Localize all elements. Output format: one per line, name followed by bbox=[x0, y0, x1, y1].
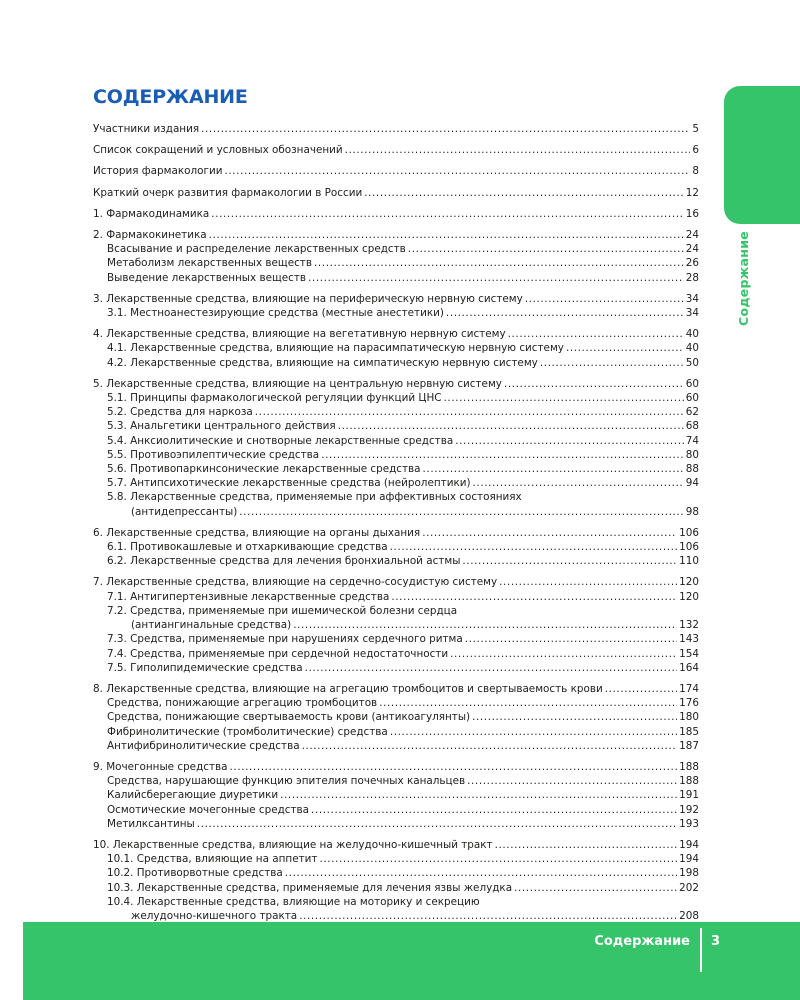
toc-entry-page: 106 bbox=[679, 526, 699, 539]
dot-leader bbox=[224, 164, 690, 178]
toc-entry-title: 10.1. Средства, влияющие на аппетит bbox=[107, 853, 318, 866]
toc-entry[interactable] bbox=[93, 661, 699, 675]
dot-leader bbox=[379, 696, 677, 710]
toc-entry[interactable] bbox=[93, 540, 699, 554]
toc-entry-title: Средства, понижающие свертываемость крови (антикоагулянты) bbox=[107, 711, 471, 724]
toc-entry[interactable] bbox=[93, 186, 699, 200]
toc-entry-page: 28 bbox=[685, 271, 699, 284]
dot-leader bbox=[302, 739, 678, 753]
toc-entry[interactable] bbox=[93, 632, 699, 646]
toc-group bbox=[93, 292, 699, 320]
toc-entry[interactable] bbox=[93, 327, 699, 341]
toc-group bbox=[93, 122, 699, 136]
toc-entry-title: Список сокращений и условных обозначений bbox=[93, 144, 343, 157]
toc-entry-page: 8 bbox=[692, 165, 699, 178]
toc-group bbox=[93, 760, 699, 831]
toc-entry-page: 185 bbox=[679, 725, 699, 738]
footer-bar bbox=[23, 922, 800, 1000]
toc-entry[interactable] bbox=[93, 760, 699, 774]
toc-entry-title: 10. Лекарственные средства, влияющие на желудочно-кишечный тракт bbox=[93, 838, 493, 851]
dot-leader bbox=[462, 554, 677, 568]
dot-leader bbox=[566, 341, 684, 355]
dot-leader bbox=[422, 526, 677, 540]
toc-entry-title: 7.1. Антигипертензивные лекарственные средства bbox=[107, 590, 390, 603]
toc-group bbox=[93, 327, 699, 370]
toc-entry[interactable] bbox=[93, 122, 699, 136]
toc-entry-page: 60 bbox=[685, 377, 699, 390]
toc-entry[interactable] bbox=[93, 590, 699, 604]
dot-leader bbox=[472, 710, 677, 724]
toc-entry-title: Краткий очерк развития фармакологии в России bbox=[93, 186, 363, 199]
toc-entry-page: 120 bbox=[679, 590, 699, 603]
dot-leader bbox=[444, 391, 684, 405]
side-tab bbox=[724, 86, 800, 224]
dot-leader bbox=[455, 434, 684, 448]
toc-entry[interactable] bbox=[93, 341, 699, 355]
toc-entry-page: 50 bbox=[685, 356, 699, 369]
toc-group bbox=[93, 164, 699, 178]
toc-entry-title: 10.3. Лекарственные средства, применяемые для лечения язвы желудка bbox=[107, 881, 513, 894]
toc-entry-title-continuation: (антидепрессанты) bbox=[131, 505, 238, 518]
dot-leader bbox=[473, 476, 684, 490]
dot-leader bbox=[239, 505, 683, 519]
toc-entry-title: 7. Лекарственные средства, влияющие на сердечно-сосудистую систему bbox=[93, 576, 498, 589]
toc-entry[interactable] bbox=[93, 682, 699, 696]
side-tab-label: Содержание bbox=[736, 230, 751, 326]
toc-entry-page: 208 bbox=[679, 909, 699, 922]
toc-entry-title: 5.7. Антипсихотические лекарственные средства (нейролептики) bbox=[107, 477, 471, 490]
toc-entry-page: 60 bbox=[685, 392, 699, 405]
toc-entry[interactable] bbox=[93, 725, 699, 739]
dot-leader bbox=[525, 292, 684, 306]
dot-leader bbox=[408, 242, 684, 256]
toc-entry[interactable] bbox=[93, 306, 699, 320]
toc-entry-title: Средства, нарушающие функцию эпителия почечных канальцев bbox=[107, 775, 466, 788]
toc-entry-title: 7.2. Средства, применяемые при ишемической болезни сердца bbox=[107, 604, 458, 617]
toc-entry-continuation[interactable] bbox=[93, 505, 699, 519]
toc-entry-title: 1. Фармакодинамика bbox=[93, 207, 210, 220]
toc-entry-title: 10.2. Противорвотные средства bbox=[107, 867, 283, 880]
toc-entry[interactable] bbox=[93, 256, 699, 270]
toc-entry[interactable] bbox=[93, 405, 699, 419]
toc-entry-page: 94 bbox=[685, 477, 699, 490]
toc-entry-page: 120 bbox=[679, 576, 699, 589]
dot-leader bbox=[364, 186, 684, 200]
toc-entry-title: 4.1. Лекарственные средства, влияющие на парасимпатическую нервную систему bbox=[107, 342, 564, 355]
toc-entry-title: Средства, понижающие агрегацию тромбоцитов bbox=[107, 697, 378, 710]
toc-entry-title: Выведение лекарственных веществ bbox=[107, 271, 307, 284]
toc-entry-page: 110 bbox=[679, 555, 699, 568]
dot-leader bbox=[285, 866, 677, 880]
toc-entry[interactable] bbox=[93, 377, 699, 391]
dot-leader bbox=[605, 682, 677, 696]
dot-leader bbox=[504, 377, 684, 391]
toc-entry-title: 6.2. Лекарственные средства для лечения бронхиальной астмы bbox=[107, 555, 461, 568]
dot-leader bbox=[319, 852, 677, 866]
toc-entry-page: 192 bbox=[679, 803, 699, 816]
toc-entry-page: 26 bbox=[685, 257, 699, 270]
dot-leader bbox=[321, 448, 684, 462]
toc-entry[interactable] bbox=[93, 228, 699, 242]
toc-entry-title: 4. Лекарственные средства, влияющие на вегетативную нервную систему bbox=[93, 328, 506, 341]
dot-leader bbox=[450, 647, 677, 661]
dot-leader bbox=[255, 405, 684, 419]
toc-entry-page: 16 bbox=[685, 207, 699, 220]
toc-entry-page: 40 bbox=[685, 342, 699, 355]
dot-leader bbox=[495, 838, 678, 852]
dot-leader bbox=[514, 881, 677, 895]
toc-entry-title: 10.4. Лекарственные средства, влияющие на моторику и секрецию bbox=[107, 895, 480, 908]
toc-entry[interactable] bbox=[93, 292, 699, 306]
toc-entry[interactable] bbox=[93, 271, 699, 285]
toc-entry-title: Метилксантины bbox=[107, 817, 195, 830]
toc-entry-page: 174 bbox=[679, 682, 699, 695]
toc-entry[interactable] bbox=[93, 476, 699, 490]
toc-entry-page: 88 bbox=[685, 463, 699, 476]
toc-entry-page: 194 bbox=[679, 853, 699, 866]
toc-entry[interactable] bbox=[93, 895, 699, 909]
toc-entry-page: 187 bbox=[679, 739, 699, 752]
toc-entry-title: 5. Лекарственные средства, влияющие на центральную нервную систему bbox=[93, 377, 502, 390]
toc-entry-title: Калийсберегающие диуретики bbox=[107, 789, 279, 802]
toc-entry[interactable] bbox=[93, 356, 699, 370]
footer-divider bbox=[700, 928, 702, 972]
toc-entry[interactable] bbox=[93, 647, 699, 661]
dot-leader bbox=[308, 271, 684, 285]
dot-leader bbox=[508, 327, 684, 341]
toc-entry[interactable] bbox=[93, 838, 699, 852]
toc-entry-page: 80 bbox=[685, 448, 699, 461]
toc-entry[interactable] bbox=[93, 207, 699, 221]
toc-group bbox=[93, 207, 699, 221]
toc-group bbox=[93, 526, 699, 569]
toc-group bbox=[93, 143, 699, 157]
toc-entry-page: 24 bbox=[685, 243, 699, 256]
dot-leader bbox=[338, 419, 684, 433]
toc-group bbox=[93, 228, 699, 285]
toc-entry-title: 5.3. Анальгетики центрального действия bbox=[107, 420, 336, 433]
toc-entry[interactable] bbox=[93, 554, 699, 568]
toc-entry-page: 191 bbox=[679, 789, 699, 802]
toc-entry-page: 40 bbox=[685, 328, 699, 341]
toc-entry-page: 202 bbox=[679, 881, 699, 894]
toc-entry[interactable] bbox=[93, 526, 699, 540]
toc-entry[interactable] bbox=[93, 391, 699, 405]
dot-leader bbox=[201, 122, 690, 136]
table-of-contents bbox=[93, 122, 699, 930]
toc-entry[interactable] bbox=[93, 604, 699, 618]
toc-group bbox=[93, 838, 699, 923]
toc-entry[interactable] bbox=[93, 164, 699, 178]
toc-entry-continuation[interactable] bbox=[93, 618, 699, 632]
dot-leader bbox=[446, 306, 684, 320]
toc-entry-title: Фибринолитические (тромболитические) средства bbox=[107, 725, 388, 738]
toc-entry[interactable] bbox=[93, 881, 699, 895]
toc-entry-page: 194 bbox=[679, 838, 699, 851]
dot-leader bbox=[211, 207, 683, 221]
toc-entry[interactable] bbox=[93, 817, 699, 831]
toc-entry[interactable] bbox=[93, 448, 699, 462]
toc-entry-title: Участники издания bbox=[93, 123, 200, 135]
dot-leader bbox=[391, 590, 677, 604]
toc-entry-page: 198 bbox=[679, 867, 699, 880]
toc-entry-page: 164 bbox=[679, 661, 699, 674]
toc-entry[interactable] bbox=[93, 696, 699, 710]
toc-group bbox=[93, 377, 699, 519]
dot-leader bbox=[230, 760, 678, 774]
dot-leader bbox=[280, 788, 677, 802]
toc-entry-page: 188 bbox=[679, 760, 699, 773]
toc-entry-page: 6 bbox=[692, 144, 699, 157]
toc-entry-title: 5.4. Анксиолитические и снотворные лекарственные средства bbox=[107, 434, 454, 447]
toc-entry[interactable] bbox=[93, 242, 699, 256]
toc-entry-title: 5.1. Принципы фармакологической регуляции функций ЦНС bbox=[107, 392, 442, 405]
toc-group bbox=[93, 682, 699, 753]
toc-entry[interactable] bbox=[93, 788, 699, 802]
toc-entry-page: 34 bbox=[685, 292, 699, 305]
toc-entry[interactable] bbox=[93, 434, 699, 448]
toc-entry-page: 68 bbox=[685, 420, 699, 433]
toc-entry[interactable] bbox=[93, 462, 699, 476]
toc-entry-page: 24 bbox=[685, 229, 699, 242]
toc-group bbox=[93, 575, 699, 674]
toc-entry-title: Антифибринолитические средства bbox=[107, 739, 300, 752]
dot-leader bbox=[499, 575, 677, 589]
toc-entry-title-continuation: (антиангинальные средства) bbox=[131, 619, 292, 632]
toc-entry-title-continuation: желудочно-кишечного тракта bbox=[131, 909, 298, 922]
toc-entry-page: 180 bbox=[679, 711, 699, 724]
toc-entry-page: 188 bbox=[679, 775, 699, 788]
toc-entry-title: 9. Мочегонные средства bbox=[93, 760, 228, 773]
toc-entry[interactable] bbox=[93, 774, 699, 788]
toc-entry-page: 143 bbox=[679, 633, 699, 646]
toc-entry-title: 3. Лекарственные средства, влияющие на периферическую нервную систему bbox=[93, 292, 523, 305]
toc-entry-title: 5.2. Средства для наркоза bbox=[107, 406, 253, 419]
toc-entry-title: 8. Лекарственные средства, влияющие на агрегацию тромбоцитов и свертываемость крови bbox=[93, 682, 603, 695]
dot-leader bbox=[209, 228, 684, 242]
toc-entry-page: 154 bbox=[679, 647, 699, 660]
toc-entry[interactable] bbox=[93, 490, 699, 504]
dot-leader bbox=[540, 356, 684, 370]
toc-entry-title: Метаболизм лекарственных веществ bbox=[107, 257, 312, 270]
dot-leader bbox=[390, 540, 678, 554]
toc-entry-title: 5.5. Противоэпилептические средства bbox=[107, 448, 320, 461]
toc-group bbox=[93, 186, 699, 200]
toc-entry-title: История фармакологии bbox=[93, 165, 223, 178]
page-title: СОДЕРЖАНИЕ bbox=[93, 86, 248, 108]
toc-entry-title: 4.2. Лекарственные средства, влияющие на симпатическую нервную систему bbox=[107, 356, 538, 369]
toc-entry-title: 6. Лекарственные средства, влияющие на органы дыхания bbox=[93, 526, 421, 539]
toc-entry-title: 7.3. Средства, применяемые при нарушениях сердечного ритма bbox=[107, 633, 463, 646]
toc-entry-page: 176 bbox=[679, 697, 699, 710]
dot-leader bbox=[423, 462, 684, 476]
dot-leader bbox=[345, 143, 691, 157]
toc-entry-page: 34 bbox=[685, 307, 699, 320]
toc-entry-title: 7.4. Средства, применяемые при сердечной недостаточности bbox=[107, 647, 449, 660]
toc-entry[interactable] bbox=[93, 710, 699, 724]
toc-entry-title: Осмотические мочегонные средства bbox=[107, 803, 310, 816]
toc-entry[interactable] bbox=[93, 803, 699, 817]
page-number: 3 bbox=[710, 934, 720, 949]
toc-entry-page: 106 bbox=[679, 541, 699, 554]
toc-entry-title: 7.5. Гиполипидемические средства bbox=[107, 661, 303, 674]
toc-entry[interactable] bbox=[93, 866, 699, 880]
dot-leader bbox=[305, 661, 678, 675]
dot-leader bbox=[467, 774, 677, 788]
toc-entry[interactable] bbox=[93, 575, 699, 589]
dot-leader bbox=[314, 256, 684, 270]
toc-entry-page: 74 bbox=[685, 434, 699, 447]
toc-entry-title: 3.1. Местноанестезирующие средства (местные анестетики) bbox=[107, 307, 444, 320]
toc-entry-title: 5.6. Противопаркинсонические лекарственные средства bbox=[107, 463, 421, 476]
toc-entry-title: 5.8. Лекарственные средства, применяемые при аффективных состояниях bbox=[107, 491, 522, 504]
toc-entry-title: Всасывание и распределение лекарственных средств bbox=[107, 243, 406, 256]
toc-entry[interactable] bbox=[93, 852, 699, 866]
dot-leader bbox=[311, 803, 677, 817]
toc-entry-page: 12 bbox=[685, 186, 699, 199]
toc-entry-page: 5 bbox=[692, 123, 699, 135]
dot-leader bbox=[293, 618, 677, 632]
footer-label: Содержание bbox=[594, 934, 690, 949]
toc-entry[interactable] bbox=[93, 739, 699, 753]
dot-leader bbox=[197, 817, 677, 831]
toc-entry[interactable] bbox=[93, 419, 699, 433]
toc-entry-page: 193 bbox=[679, 817, 699, 830]
toc-entry-page: 62 bbox=[685, 406, 699, 419]
toc-entry-title: 2. Фармакокинетика bbox=[93, 229, 207, 242]
dot-leader bbox=[390, 725, 677, 739]
toc-entry[interactable] bbox=[93, 143, 699, 157]
toc-entry-title: 6.1. Противокашлевые и отхаркивающие средства bbox=[107, 541, 388, 554]
dot-leader bbox=[465, 632, 677, 646]
toc-entry-page: 98 bbox=[685, 505, 699, 518]
toc-entry-page: 132 bbox=[679, 619, 699, 632]
